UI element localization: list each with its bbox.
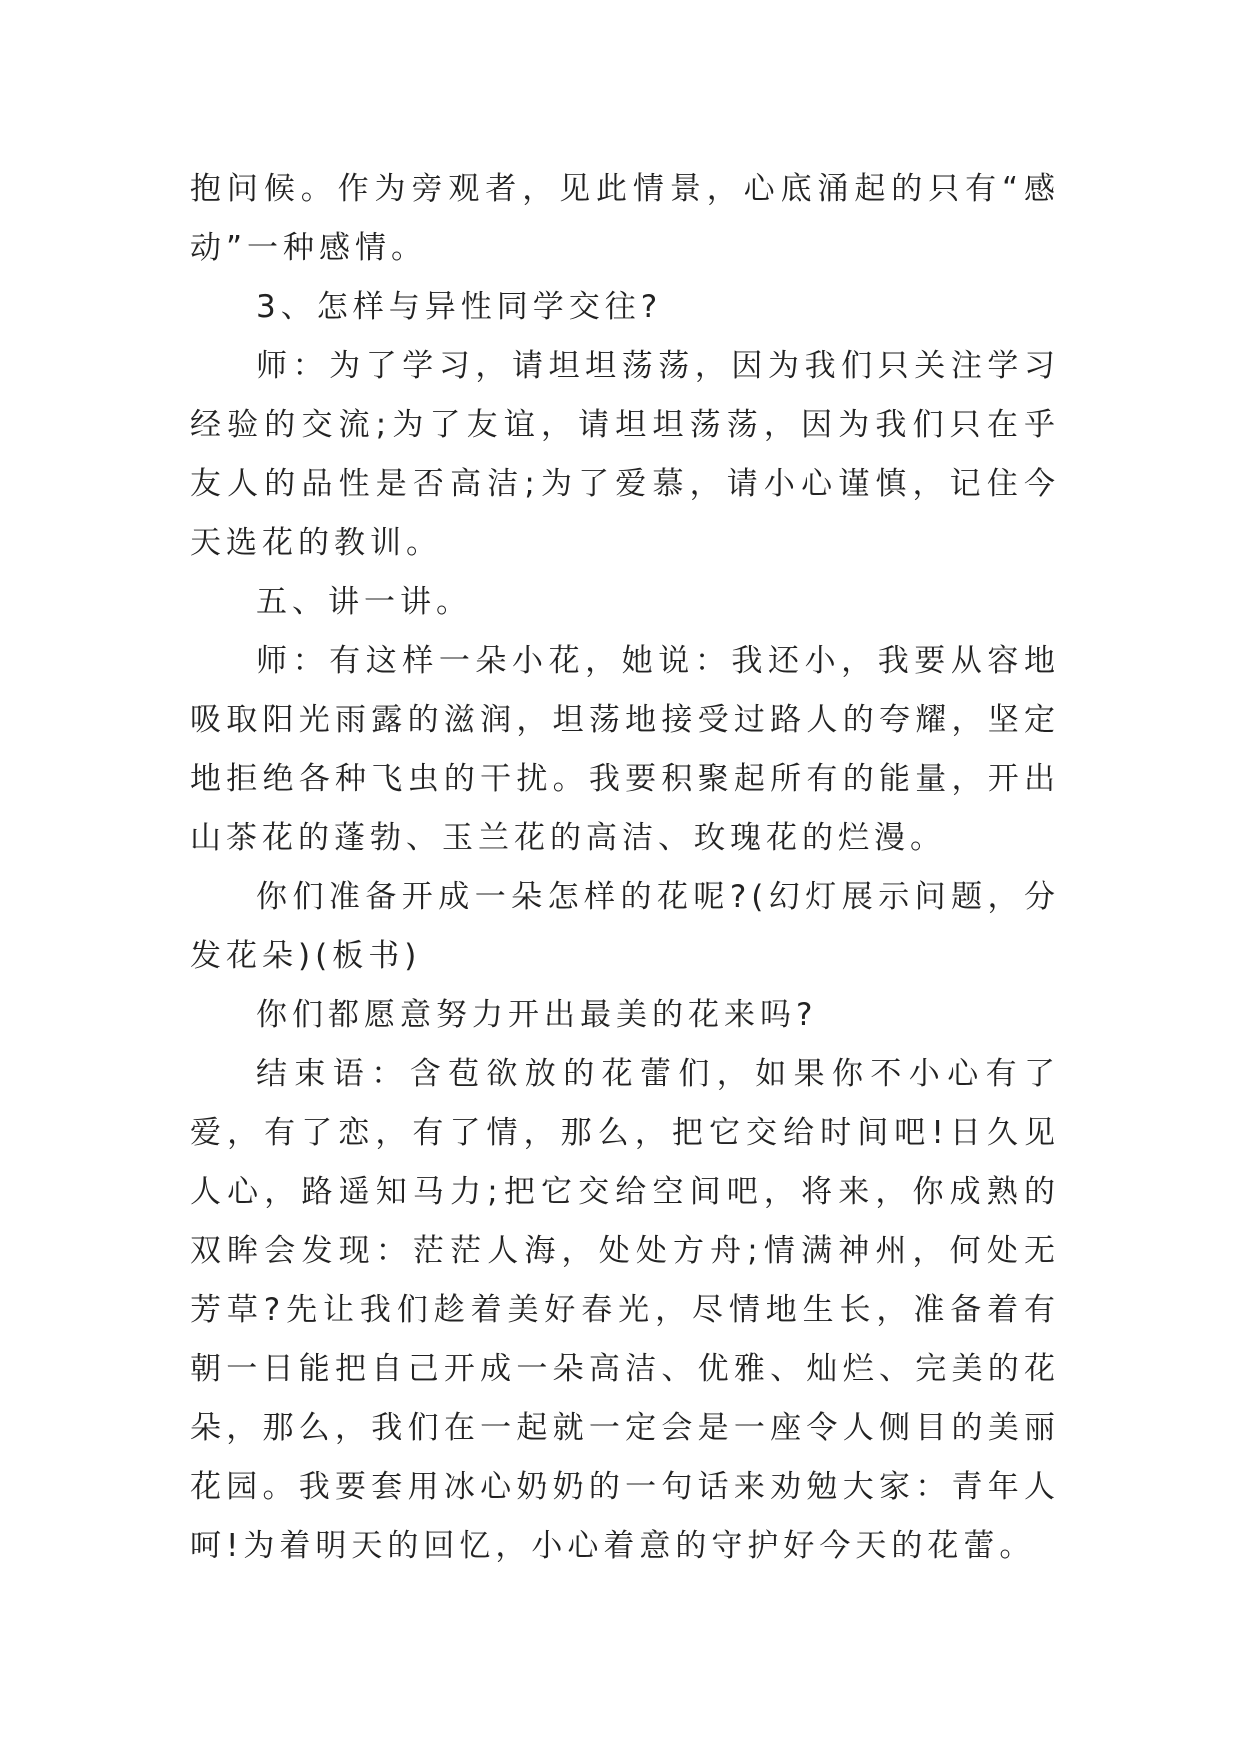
paragraph-little-flower: 师：有这样一朵小花，她说：我还小，我要从容地吸取阳光雨露的滋润，坦荡地接受过路人的夸耀，坚定地拒绝各种飞虫的干扰。我要积聚起所有的能量，开出山茶花的蓬勃、玉兰花的高洁、玫瑰花的烂漫。 [190, 643, 1060, 856]
paragraph-closing-remarks: 结束语：含苞欲放的花蕾们，如果你不小心有了爱，有了恋，有了情，那么，把它交给时间吧!日久见人心，路遥知马力;把它交给空间吧，将来，你成熟的双眸会发现：茫茫人海，处处方舟;情满神州，何处无芳草?先让我们趁着美好春光，尽情地生长，准备着有朝一日能把自己开成一朵高洁、优雅、灿烂、完美的花朵，那么，我们在一起就一定会是一座令人侧目的美丽花园。我要套用冰心奶奶的一句话来劝勉大家：青年人呵!为着明天的回忆，小心着意的守护好今天的花蕾。 [190, 1056, 1060, 1564]
paragraph-willing-question: 你们都愿意努力开出最美的花来吗? [256, 997, 818, 1033]
document-body [190, 160, 1060, 1576]
section-heading-speak: 五、讲一讲。 [256, 584, 472, 620]
paragraph-flower-question: 你们准备开成一朵怎样的花呢?(幻灯展示问题，分发花朵)(板书) [190, 879, 1060, 974]
paragraph-continuation: 抱问候。作为旁观者，见此情景，心底涌起的只有“感动”一种感情。 [190, 171, 1060, 266]
paragraph-teacher-advice: 师：为了学习，请坦坦荡荡，因为我们只关注学习经验的交流;为了友谊，请坦坦荡荡，因为我们只在乎友人的品性是否高洁;为了爱慕，请小心谨慎，记住今天选花的教训。 [190, 348, 1060, 561]
paragraph-question-heading: 3、怎样与异性同学交往? [256, 289, 663, 325]
